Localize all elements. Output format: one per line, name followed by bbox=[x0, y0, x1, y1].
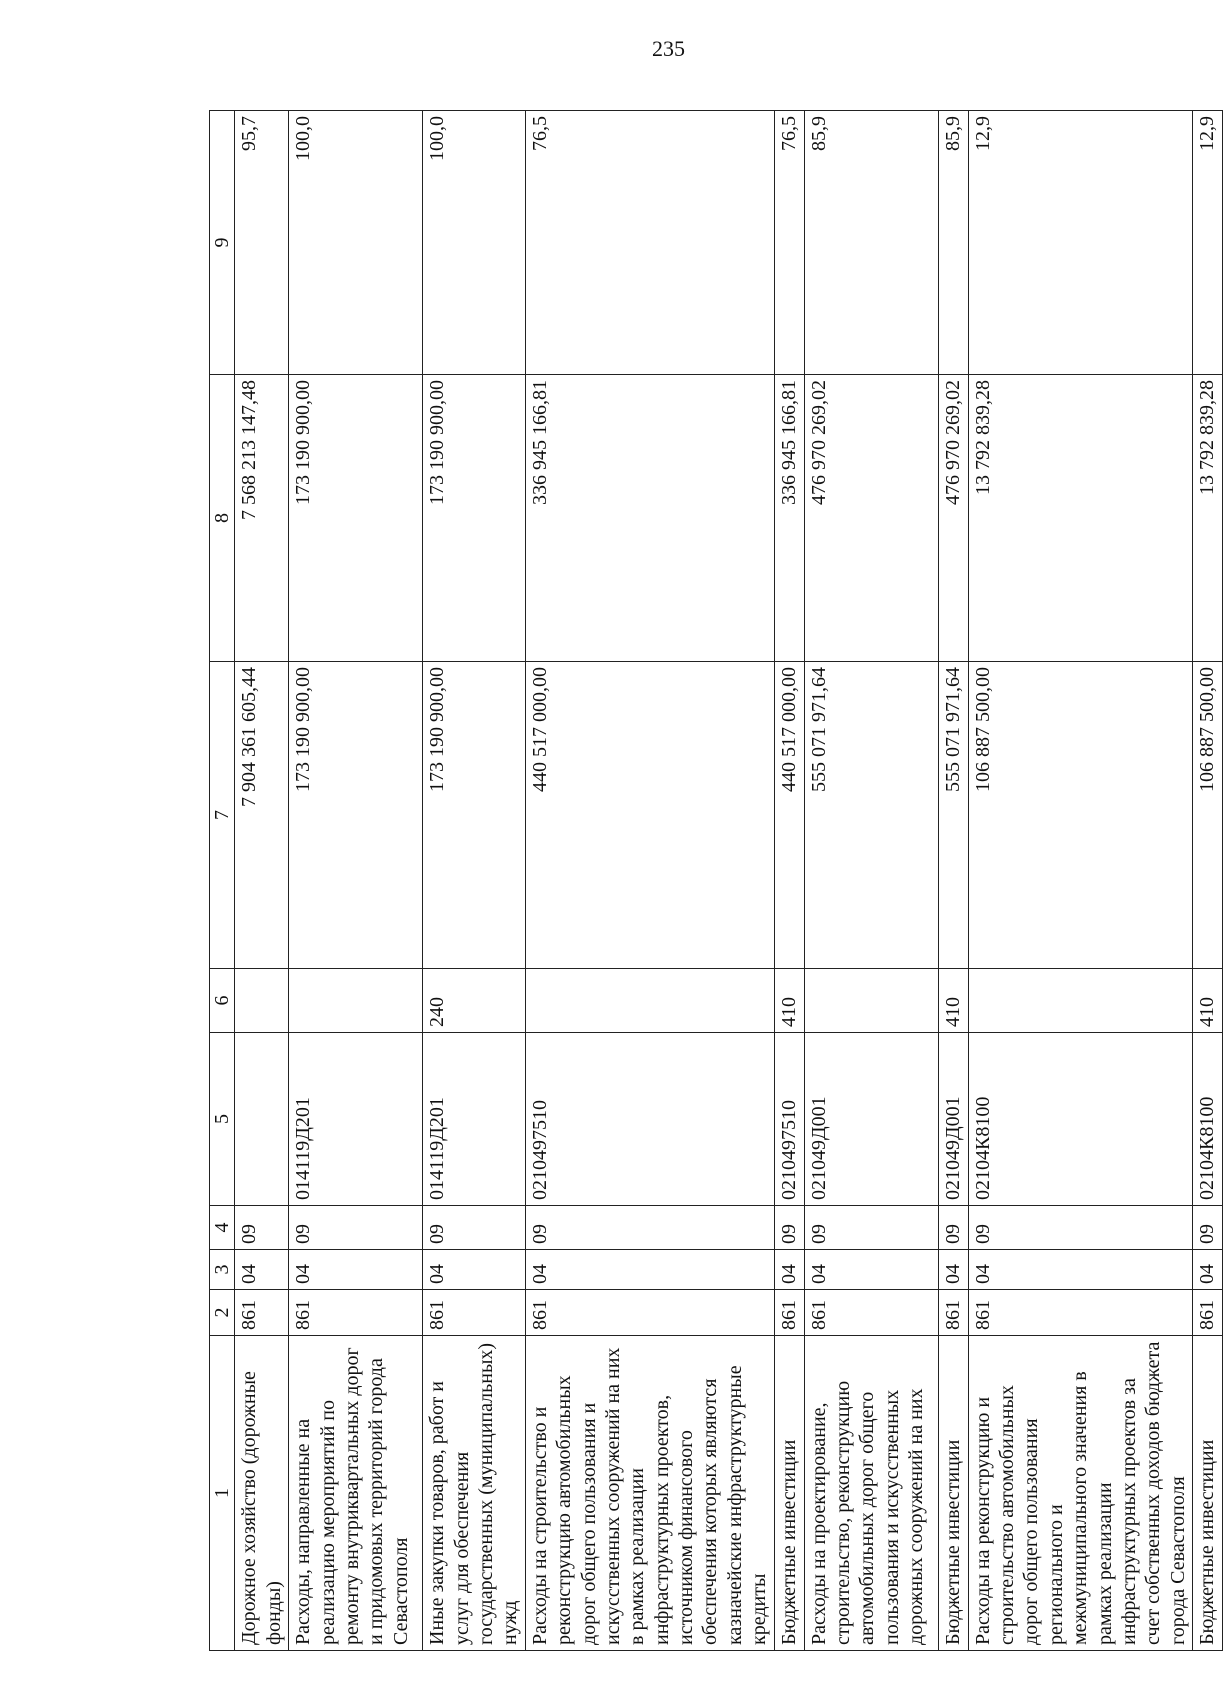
row-name: Расходы, направленные на реализацию мероприятий по ремонту внутриквартальных дорог и придомовых территорий города Севастополя bbox=[289, 1336, 423, 1651]
cell-percent: 85,9 bbox=[938, 111, 968, 375]
cell-plan: 440 517 000,00 bbox=[525, 662, 774, 969]
cell-percent: 12,9 bbox=[1193, 111, 1223, 375]
rotated-table-container bbox=[209, 111, 1219, 1651]
cell-expense-type: 410 bbox=[938, 969, 968, 1033]
cell-percent: 76,5 bbox=[525, 111, 774, 375]
cell-subsection: 09 bbox=[525, 1206, 774, 1250]
cell-subsection: 09 bbox=[1193, 1206, 1223, 1250]
cell-plan: 555 071 971,64 bbox=[938, 662, 968, 969]
table-row bbox=[938, 111, 968, 1651]
cell-executed: 7 568 213 147,48 bbox=[235, 375, 289, 662]
cell-subsection: 09 bbox=[235, 1206, 289, 1250]
cell-expense-type bbox=[968, 969, 1193, 1033]
header-cell: 2 bbox=[210, 1290, 235, 1336]
cell-expense-type: 410 bbox=[774, 969, 804, 1033]
cell-target-article: 0210497510 bbox=[525, 1033, 774, 1206]
cell-subsection: 09 bbox=[289, 1206, 423, 1250]
cell-subsection: 09 bbox=[423, 1206, 526, 1250]
header-cell: 4 bbox=[210, 1206, 235, 1250]
cell-percent: 100,0 bbox=[423, 111, 526, 375]
row-name: Бюджетные инвестиции bbox=[1193, 1336, 1223, 1651]
cell-section: 04 bbox=[525, 1250, 774, 1290]
cell-expense-type: 410 bbox=[1193, 969, 1223, 1033]
cell-executed: 476 970 269,02 bbox=[804, 375, 938, 662]
table-row bbox=[968, 111, 1193, 1651]
cell-admin-code: 861 bbox=[423, 1290, 526, 1336]
cell-executed: 476 970 269,02 bbox=[938, 375, 968, 662]
cell-percent: 76,5 bbox=[774, 111, 804, 375]
table-row bbox=[804, 111, 938, 1651]
cell-admin-code: 861 bbox=[774, 1290, 804, 1336]
cell-percent: 85,9 bbox=[804, 111, 938, 375]
cell-plan: 106 887 500,00 bbox=[968, 662, 1193, 969]
cell-target-article: 021049Д001 bbox=[938, 1033, 968, 1206]
page-number: 235 bbox=[652, 36, 685, 61]
cell-subsection: 09 bbox=[968, 1206, 1193, 1250]
cell-percent: 12,9 bbox=[968, 111, 1193, 375]
cell-executed: 336 945 166,81 bbox=[774, 375, 804, 662]
cell-section: 04 bbox=[235, 1250, 289, 1290]
cell-admin-code: 861 bbox=[235, 1290, 289, 1336]
cell-admin-code: 861 bbox=[1193, 1290, 1223, 1336]
table-row bbox=[774, 111, 804, 1651]
row-name: Бюджетные инвестиции bbox=[774, 1336, 804, 1651]
cell-expense-type: 240 bbox=[423, 969, 526, 1033]
header-cell: 3 bbox=[210, 1250, 235, 1290]
row-name: Бюджетные инвестиции bbox=[938, 1336, 968, 1651]
cell-plan: 173 190 900,00 bbox=[423, 662, 526, 969]
cell-target-article: 014119Д201 bbox=[423, 1033, 526, 1206]
cell-subsection: 09 bbox=[938, 1206, 968, 1250]
header-cell: 7 bbox=[210, 662, 235, 969]
row-name: Расходы на проектирование, строительство, реконструкцию автомобильных дорог общего пользования и искусственных дорожных сооружений на них bbox=[804, 1336, 938, 1651]
row-name: Расходы на строительство и реконструкцию автомобильных дорог общего пользования и искусственных сооружений на них в рамках реализации инфраструктурных проектов, источником финансового обеспечения которых являются казначейские инфраструктурные кредиты bbox=[525, 1336, 774, 1651]
cell-section: 04 bbox=[968, 1250, 1193, 1290]
table-row bbox=[1193, 111, 1223, 1651]
header-cell: 1 bbox=[210, 1336, 235, 1651]
cell-section: 04 bbox=[938, 1250, 968, 1290]
cell-executed: 173 190 900,00 bbox=[289, 375, 423, 662]
cell-section: 04 bbox=[423, 1250, 526, 1290]
header-cell: 8 bbox=[210, 375, 235, 662]
cell-admin-code: 861 bbox=[804, 1290, 938, 1336]
table-row bbox=[423, 111, 526, 1651]
cell-admin-code: 861 bbox=[968, 1290, 1193, 1336]
cell-target-article: 02104К8100 bbox=[968, 1033, 1193, 1206]
cell-plan: 173 190 900,00 bbox=[289, 662, 423, 969]
cell-plan: 7 904 361 605,44 bbox=[235, 662, 289, 969]
row-name: Иные закупки товаров, работ и услуг для обеспечения государственных (муниципальных) нужд bbox=[423, 1336, 526, 1651]
cell-subsection: 09 bbox=[804, 1206, 938, 1250]
row-name: Дорожное хозяйство (дорожные фонды) bbox=[235, 1336, 289, 1651]
cell-plan: 555 071 971,64 bbox=[804, 662, 938, 969]
cell-admin-code: 861 bbox=[289, 1290, 423, 1336]
header-row bbox=[210, 111, 235, 1651]
cell-executed: 13 792 839,28 bbox=[968, 375, 1193, 662]
cell-expense-type bbox=[804, 969, 938, 1033]
cell-section: 04 bbox=[804, 1250, 938, 1290]
cell-executed: 13 792 839,28 bbox=[1193, 375, 1223, 662]
cell-subsection: 09 bbox=[774, 1206, 804, 1250]
cell-target-article: 014119Д201 bbox=[289, 1033, 423, 1206]
cell-expense-type bbox=[525, 969, 774, 1033]
table-row bbox=[235, 111, 289, 1651]
cell-admin-code: 861 bbox=[525, 1290, 774, 1336]
table-row bbox=[525, 111, 774, 1651]
cell-percent: 95,7 bbox=[235, 111, 289, 375]
cell-expense-type bbox=[235, 969, 289, 1033]
cell-target-article: 02104К8100 bbox=[1193, 1033, 1223, 1206]
cell-expense-type bbox=[289, 969, 423, 1033]
cell-section: 04 bbox=[1193, 1250, 1223, 1290]
cell-plan: 440 517 000,00 bbox=[774, 662, 804, 969]
cell-admin-code: 861 bbox=[938, 1290, 968, 1336]
row-name: Расходы на реконструкцию и строительство автомобильных дорог общего пользования регионального и межмуниципального значения в рамках реализации инфраструктурных проектов за счет собственных доходов бюджета города Севастополя bbox=[968, 1336, 1193, 1651]
cell-target-article bbox=[235, 1033, 289, 1206]
header-cell: 5 bbox=[210, 1033, 235, 1206]
cell-section: 04 bbox=[774, 1250, 804, 1290]
cell-executed: 173 190 900,00 bbox=[423, 375, 526, 662]
cell-target-article: 021049Д001 bbox=[804, 1033, 938, 1206]
table-row bbox=[289, 111, 423, 1651]
cell-target-article: 0210497510 bbox=[774, 1033, 804, 1206]
cell-section: 04 bbox=[289, 1250, 423, 1290]
cell-plan: 106 887 500,00 bbox=[1193, 662, 1223, 969]
header-cell: 9 bbox=[210, 111, 235, 375]
cell-percent: 100,0 bbox=[289, 111, 423, 375]
header-cell: 6 bbox=[210, 969, 235, 1033]
budget-table bbox=[209, 110, 1223, 1651]
cell-executed: 336 945 166,81 bbox=[525, 375, 774, 662]
